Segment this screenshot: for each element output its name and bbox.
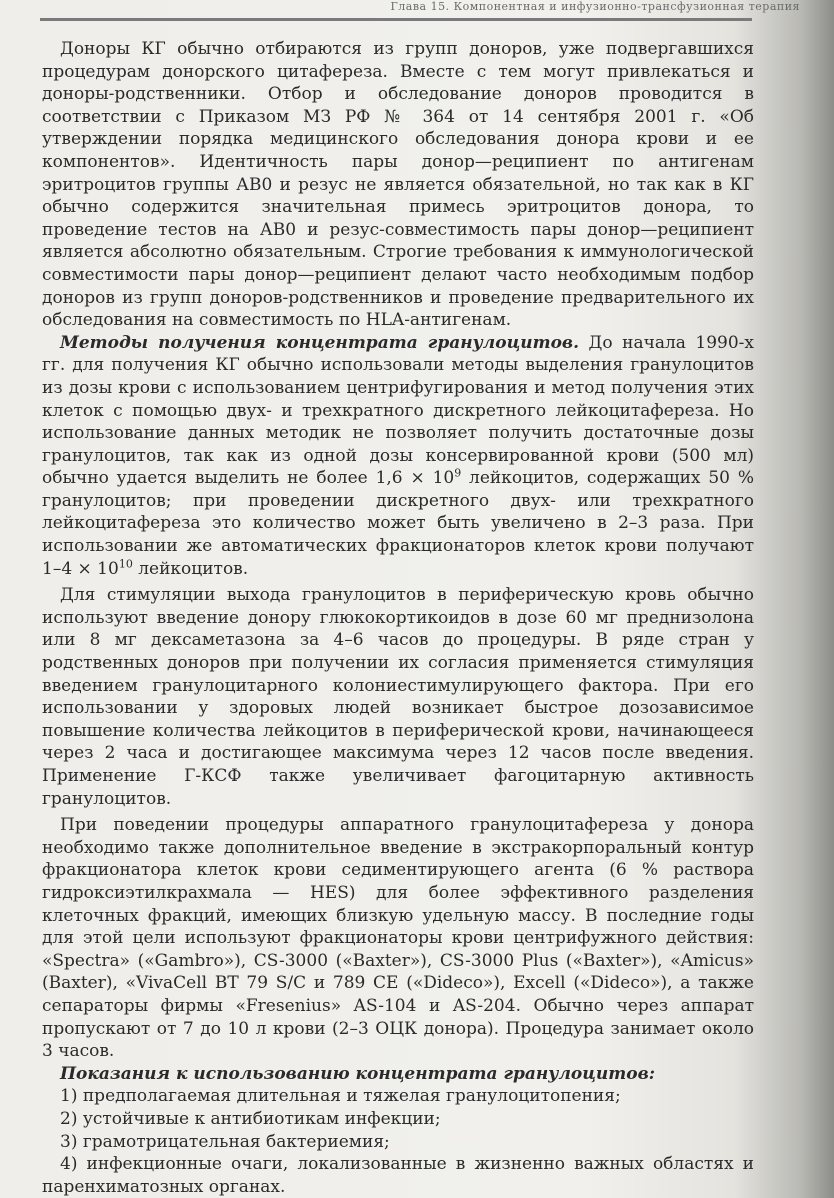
list-item: 1) предполагаемая длительная и тяжелая гранулоцитопения; <box>60 1086 621 1107</box>
paragraph-text: Доноры КГ обычно отбираются из групп доноров, уже подвергавшихся процедурам донорского цитафереза. Вместе с тем могут привлекаться и доноры-родственники. Отбор и обследование доноров проводится в соответствии с Приказом МЗ РФ № 364 от 14 сентября 2001 г. «Об утверждении порядка медицинского обследования донора крови и ее компонентов». Идентичность пары донор—реципиент по антигенам эритроцитов группы АВ0 и резус не является обязательной, но так как в КГ обычно содержится значительная примесь эритроцитов донора, то проведение тестов на АВ0 и резус-совместимость пары донор—реципиент является абсолютно обязательным. Строгие требования к иммунологической совместимости пары донор—реципиент делают часто необходимым подбор доноров из групп доноров-родственников и проведение предварительного их обследования на совместимость по HLA-антигенам. <box>42 39 754 331</box>
paragraph-procedure <box>42 814 754 1063</box>
exponent: 9 <box>454 466 462 480</box>
paragraph-text: Для стимуляции выхода гранулоцитов в периферическую кровь обычно используют введение донору глюкокортикоидов в дозе 60 мг преднизолона или 8 мг дексаметазона за 4–6 часов до процедуры. В ряде стран у родственных доноров при получении их согласия применяется стимуляция введением гранулоцитарного колониестимулирующего фактора. При его использовании у здоровых людей возникает быстрое дозозависимое повышение количества лейкоцитов в периферической крови, начинающееся через 2 часа и достигающее максимума через 12 часов после введения. Применение Г-КСФ также увеличивает фагоцитарную активность гранулоцитов. <box>42 585 754 809</box>
paragraph-lead: Методы получения концентрата гранулоцитов. <box>60 332 579 353</box>
list-item: 2) устойчивые к антибиотикам инфекции; <box>60 1108 441 1129</box>
paragraph-text-cont: лейкоцитов, содержащих 50 % гранулоцитов; при проведении дискретного двух- или трехкратного лейкоцитафереза это количество может быть увеличено в 2–3 раза. При использовании же автоматических фракционаторов клеток крови получают 1–4 × 10 <box>42 468 754 579</box>
list-item: 3) грамотрицательная бактериемия; <box>60 1131 390 1152</box>
paragraph-donors <box>42 38 754 332</box>
indications-list <box>42 1085 754 1198</box>
paragraph-text: До начала 1990-х гг. для получения КГ обычно использовали методы выделения гранулоцитов из дозы крови с использованием центрифугирования и метод получения этих клеток с помощью двух- и трехкратного дискретного лейкоцитафереза. Но использование данных методик не позволяет получить достаточные дозы гранулоцитов, так как из одной дозы консервированной крови (500 мл) обычно удается выделить не более 1,6 × 10 <box>42 332 755 489</box>
paragraph-methods <box>42 332 754 581</box>
header-rule <box>40 18 752 21</box>
indications-title: Показания к использованию концентрата гранулоцитов: <box>60 1063 656 1084</box>
page-body <box>42 38 754 1198</box>
paragraph-stimulation <box>42 584 754 810</box>
exponent: 10 <box>118 557 133 570</box>
paragraph-text-end: лейкоцитов. <box>132 558 249 579</box>
running-head: Глава 15. Компонентная и инфузионно-трансфузионная терапия <box>390 0 800 13</box>
paragraph-text: При поведении процедуры аппаратного гранулоцитафереза у донора необходимо также дополнительное введение в экстракорпоральный контур фракционатора клеток крови седиментирующего агента (6 % раствора гидроксиэтилкрахмала — HES) для более эффективного разделения клеточных фракций, имеющих близкую удельную массу. В последние годы для этой цели используют фракционаторы крови центрифужного действия: «Spectra» («Gambro»), CS-3000 («Baxter»), CS-3000 Plus («Baxter»), «Amicus» (Baxter), «VivaCell BT 79 S/C и 789 CE («Dideco»), Excell («Dideco»), а также сепараторы фирмы «Fresenius» AS-104 и AS-204. Обычно через аппарат пропускают от 7 до 10 л крови (2–3 ОЦК донора). Процедура занимает около 3 часов. <box>42 815 754 1062</box>
list-item: 4) инфекционные очаги, локализованные в жизненно важных областях и паренхиматозных органах. <box>42 1154 754 1197</box>
